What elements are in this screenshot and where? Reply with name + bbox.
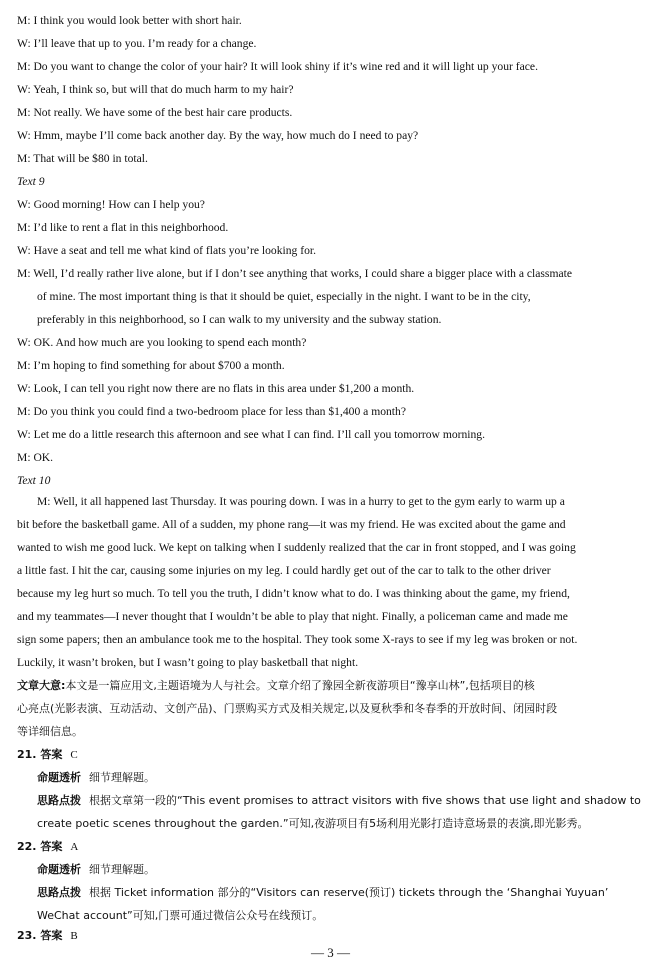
dialogue-line: W: Yeah, I think so, but will that do much harm to my hair?: [17, 83, 294, 96]
dialogue-line: W: OK. And how much are you looking to spend each month?: [17, 336, 307, 349]
dialogue-line: M: That will be $80 in total.: [17, 152, 148, 165]
monologue-line: a little fast. I hit the car, causing some injuries on my leg. I could hardly get out of the car to talk to the other driver: [17, 564, 551, 577]
dialogue-line: W: Good morning! How can I help you?: [17, 198, 205, 211]
dialogue-line: W: Have a seat and tell me what kind of flats you’re looking for.: [17, 244, 316, 257]
answer-23: 23. 答案 B: [17, 929, 78, 942]
dialogue-line: M: I’d like to rent a flat in this neighborhood.: [17, 221, 229, 234]
answer-21: 21. 答案 C: [17, 748, 78, 761]
monologue-line: Luckily, it wasn’t broken, but I wasn’t going to play basketball that night.: [17, 656, 359, 669]
dialogue-line: W: Hmm, maybe I’ll come back another day. By the way, how much do I need to pay?: [17, 129, 419, 142]
section-label-text9: Text 9: [17, 175, 45, 188]
dialogue-line: W: Look, I can tell you right now there are no flats in this area under $1,200 a month.: [17, 382, 415, 395]
section-label-text10: Text 10: [17, 474, 51, 487]
dialogue-line: M: OK.: [17, 451, 54, 464]
monologue-line: M: Well, it all happened last Thursday. It was pouring down. I was in a hurry to get to the gym early to warm up a: [37, 495, 565, 508]
tips-22-cont: WeChat account”可知,门票可通过微信公众号在线预订。: [37, 909, 324, 922]
dialogue-line: M: I think you would look better with short hair.: [17, 14, 242, 27]
dialogue-line: M: Do you think you could find a two-bedroom place for less than $1,400 a month?: [17, 405, 406, 418]
monologue-line: and my teammates—I never thought that I wouldn’t be able to play that night. Finally, a policeman came and made me: [17, 610, 568, 623]
summary-line: 等详细信息。: [17, 725, 83, 738]
tips-22: 思路点拨 根据 Ticket information 部分的“Visitors can reserve(预订) tickets through the ‘Shanghai Yuyuan’: [37, 886, 609, 899]
answer-22: 22. 答案 A: [17, 840, 79, 853]
dialogue-line: W: I’ll leave that up to you. I’m ready for a change.: [17, 37, 257, 50]
dialogue-line: W: Let me do a little research this afternoon and see what I can find. I’ll call you tomorrow morning.: [17, 428, 486, 441]
tips-21: 思路点拨 根据文章第一段的“This event promises to attract visitors with five shows that use light and shadow to: [37, 794, 641, 807]
analysis-22: 命题透析 细节理解题。: [37, 863, 155, 876]
analysis-21: 命题透析 细节理解题。: [37, 771, 155, 784]
monologue-line: wanted to wish me good luck. We kept on talking when I suddenly realized that the car in front stopped, and I was going: [17, 541, 576, 554]
monologue-line: bit before the basketball game. All of a sudden, my phone rang—it was my friend. He was excited about the game and: [17, 518, 566, 531]
monologue-line: because my leg hurt so much. To tell you the truth, I didn’t know what to do. I was thinking about the game, my friend,: [17, 587, 570, 600]
dialogue-continuation: of mine. The most important thing is that it should be quiet, especially in the night. I want to be in the city,: [37, 290, 531, 303]
page-number: — 3 —: [311, 945, 350, 960]
summary-line: 心亮点(光影表演、互动活动、文创产品)、门票购买方式及相关规定,以及夏秋季和冬春季的开放时间、闭园时段: [17, 702, 558, 715]
summary-label: 文章大意:: [17, 679, 66, 692]
dialogue-line: M: Do you want to change the color of your hair? It will look shiny if it’s wine red and it will light up your face.: [17, 60, 538, 73]
tips-21-cont: create poetic scenes throughout the garden.”可知,夜游项目有5场利用光影打造诗意场景的表演,即光影秀。: [37, 817, 589, 830]
dialogue-line: M: Not really. We have some of the best hair care products.: [17, 106, 293, 119]
summary-line: 文章大意:本文是一篇应用文,主题语境为人与社会。文章介绍了豫园全新夜游项目“豫享山林”,包括项目的核: [17, 679, 535, 692]
monologue-line: sign some papers; then an ambulance took me to the hospital. They took some X-rays to see if my leg was broken or not.: [17, 633, 578, 646]
dialogue-line: M: Well, I’d really rather live alone, but if I don’t see anything that works, I could share a bigger place with a classmate: [17, 267, 572, 280]
dialogue-line: M: I’m hoping to find something for about $700 a month.: [17, 359, 285, 372]
dialogue-continuation: preferably in this neighborhood, so I can walk to my university and the subway station.: [37, 313, 442, 326]
